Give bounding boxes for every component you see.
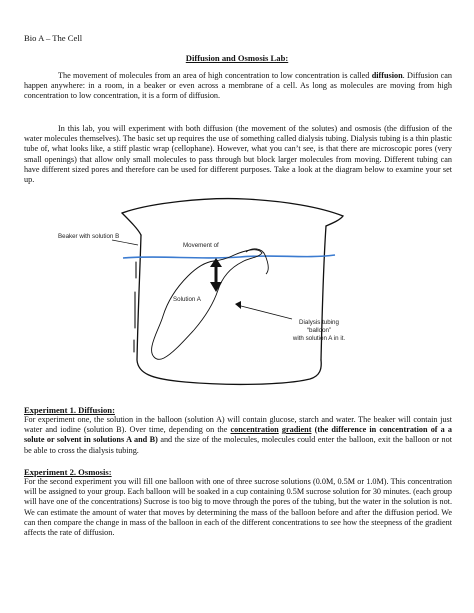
balloon-knot — [246, 249, 268, 274]
intro-p1-rest: . Diffusion can happen anywhere: in a room, in a beaker or even across a membrane of a cell. As long as molecules are moving from high concentration to low concentration, it is a form of diffusion. — [24, 71, 452, 101]
intro-paragraph-1 — [24, 71, 452, 102]
experiment1-text — [24, 415, 452, 456]
label-tubing-line3: with solution A in it. — [292, 335, 346, 342]
experiment1-heading: Experiment 1. Diffusion: — [24, 405, 115, 415]
label-beaker: Beaker with solution B — [58, 233, 120, 240]
beaker-leader-line — [112, 240, 138, 245]
beaker-drawing — [122, 199, 343, 385]
water-surface — [123, 255, 335, 258]
tubing-leader-line — [237, 305, 292, 319]
label-tubing-line2: “balloon” — [306, 327, 332, 334]
lab-title: Diffusion and Osmosis Lab: — [185, 53, 289, 63]
course-header: Bio A – The Cell — [24, 33, 83, 43]
intro-p2-text: In this lab, you will experiment with both diffusion (the movement of the solutes) and osmosis (the diffusion of the water molecules themselves). The basic set up requires the use of something called dialysis tubing. Dialysis tubing is a thin plastic tube of, what looks like, a stiff plastic wrap (cellophane). However, what you can’t see, is that there are microscopic pores (very small openings) that allow only small molecules to pass through but block larger molecules from moving. Different tubing can have different sized pores and therefore can be used for different purposes. Take a look at the diagram below to examine your set up. — [24, 124, 452, 185]
intro-p1-lead: The movement of molecules from an area of high concentration to low concentration is called — [58, 71, 372, 80]
label-movement: Movement of — [183, 242, 219, 249]
term-gradient: gradient — [281, 425, 312, 435]
experiment2-heading: Experiment 2. Osmosis: — [24, 467, 112, 477]
intro-paragraph-2 — [24, 124, 452, 185]
term-diffusion: diffusion — [371, 71, 403, 80]
term-concentration: concentration — [230, 425, 279, 435]
exp1-bold-definition: (the difference in concentration of a a solute or solvent in solutions A and B) — [24, 425, 453, 445]
exp1-text-b: and the size of the molecules, molecules could enter the balloon, exit the balloon or not be able to cross the dialysis tubing. — [24, 435, 453, 455]
label-solution-a: Solution A — [173, 296, 201, 303]
label-tubing-line1: Dialysis tubing — [299, 319, 339, 326]
experiment2-text: For the second experiment you will fill one balloon with one of three sucrose solutions (0.0M, 0.5M or 1.0M). This concentration will be assigned to your group. Each balloon will be soaked in a cup containing 0.5M sucrose solution for 30 minutes. (each group will have one of the concentrations) Sucrose is too big to move through the pores of the tubing, but the water in the solution is not. We can estimate the amount of water that moves by determining the mass of the balloon before and after the diffusion period. We can then compare the change in mass of the balloon in each of the different concentrations to see how the steepness of the gradient affects the rate of diffusion. — [24, 477, 452, 538]
dialysis-balloon — [152, 250, 262, 360]
tubing-arrowhead-icon — [235, 301, 241, 309]
movement-arrow — [210, 258, 222, 292]
exp1-text-a: For experiment one, the solution in the balloon (solution A) will contain glucose, starch and water. The beaker will contain just water and iodine (solution B). Over time, depending on the — [24, 415, 452, 435]
